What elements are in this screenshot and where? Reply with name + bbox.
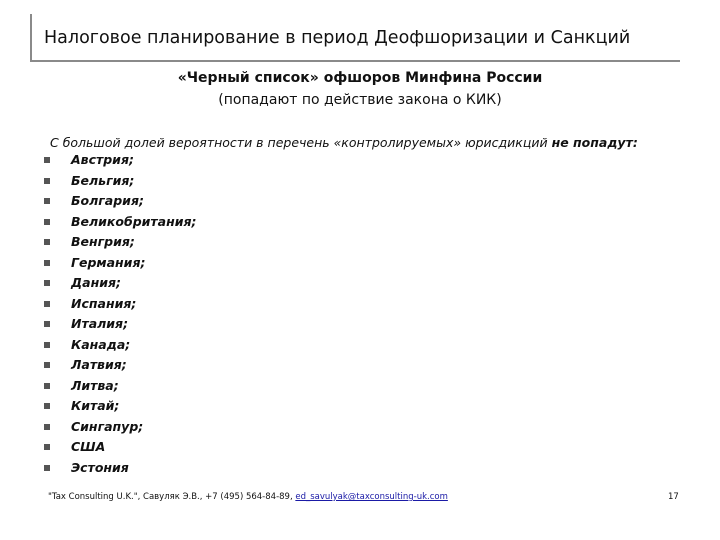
square-bullet-icon — [44, 342, 50, 348]
square-bullet-icon — [44, 403, 50, 409]
country-label: Австрия; — [71, 152, 134, 167]
square-bullet-icon — [44, 260, 50, 266]
square-bullet-icon — [44, 157, 50, 163]
list-item — [44, 294, 197, 315]
title-bar — [30, 14, 680, 62]
list-item — [44, 396, 197, 417]
country-list — [44, 150, 197, 478]
title-divider-vertical — [30, 14, 32, 62]
country-label: Китай; — [71, 398, 120, 413]
square-bullet-icon — [44, 178, 50, 184]
list-item — [44, 458, 197, 479]
list-item — [44, 437, 197, 458]
list-item — [44, 335, 197, 356]
square-bullet-icon — [44, 321, 50, 327]
list-item — [44, 273, 197, 294]
country-label: Бельгия; — [71, 172, 135, 188]
page-title: Налоговое планирование в период Деофшоризации и Санкций — [44, 28, 631, 48]
list-item — [44, 212, 197, 233]
list-item — [44, 150, 197, 171]
square-bullet-icon — [44, 424, 50, 430]
country-label: Сингапур; — [71, 418, 144, 434]
square-bullet-icon — [44, 383, 50, 389]
list-item — [44, 417, 197, 438]
footer-credit: "Tax Consulting U.K.", Савуляк Э.В., +7 (495) 564-84-89, — [48, 492, 296, 502]
list-item — [44, 376, 197, 397]
title-divider-horizontal — [30, 60, 680, 62]
intro-main: С большой долей вероятности в перечень «контролируемых» юрисдикций — [50, 135, 552, 150]
country-label: Болгария; — [71, 193, 144, 208]
intro-text — [50, 135, 638, 150]
country-label: Дания; — [71, 275, 121, 290]
subtitle-secondary: (попадают по действие закона о КИК) — [218, 92, 502, 108]
list-item — [44, 171, 197, 192]
country-label: Канада; — [71, 336, 131, 352]
square-bullet-icon — [44, 239, 50, 245]
list-item — [44, 232, 197, 253]
square-bullet-icon — [44, 198, 50, 204]
country-label: Германия; — [71, 254, 146, 270]
list-item — [44, 355, 197, 376]
square-bullet-icon — [44, 301, 50, 307]
square-bullet-icon — [44, 362, 50, 368]
square-bullet-icon — [44, 280, 50, 286]
footer — [48, 492, 448, 502]
country-label: Испания; — [71, 295, 137, 311]
country-label: Венгрия; — [71, 234, 135, 249]
footer-email-link[interactable]: ed_savulyak@taxconsulting-uk.com — [295, 492, 448, 502]
square-bullet-icon — [44, 219, 50, 225]
country-label: Литва; — [71, 377, 119, 393]
list-item — [44, 253, 197, 274]
country-label: Италия; — [71, 316, 129, 331]
intro-emphasis: не попадут: — [551, 135, 638, 150]
square-bullet-icon — [44, 444, 50, 450]
country-label: Латвия; — [71, 357, 127, 372]
list-item — [44, 314, 197, 335]
subtitle-main: «Черный список» офшоров Минфина России — [177, 70, 543, 86]
country-label: Великобритания; — [71, 213, 197, 229]
country-label: Эстония — [71, 459, 129, 475]
square-bullet-icon — [44, 465, 50, 471]
page-number: 17 — [668, 492, 679, 502]
country-label: США — [71, 439, 106, 454]
list-item — [44, 191, 197, 212]
